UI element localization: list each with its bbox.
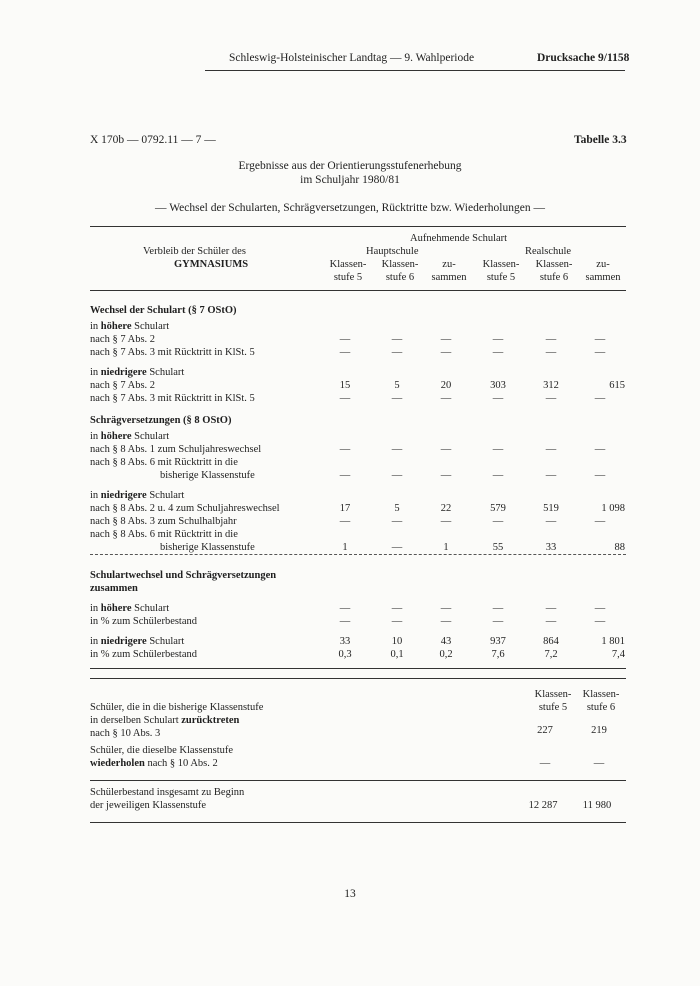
col-header-hs-ks5-text: Klassen- stufe 5 xyxy=(329,259,367,283)
table-cell: — xyxy=(594,334,606,345)
table-cell: — xyxy=(339,516,351,527)
table-cell: 303 xyxy=(490,380,506,391)
row-label-bold: niedrigere xyxy=(100,367,147,378)
bottom-col-ks5-text: Klassen- stufe 5 xyxy=(534,689,572,713)
row-label: nach § 7 Abs. 2 xyxy=(90,380,156,391)
header-title: Schleswig-Holsteinischer Landtag — 9. Wahlperiode xyxy=(229,52,475,64)
table-bottom-rule xyxy=(90,822,626,823)
table-cell: — xyxy=(339,616,351,627)
table-cell: — xyxy=(492,470,504,481)
table-cell: 615 xyxy=(609,380,625,391)
col-header-hs-ks6-text: Klassen- stufe 6 xyxy=(381,259,419,283)
table-cell: 0,3 xyxy=(338,649,352,660)
left-header-line2: GYMNASIUMS xyxy=(174,259,249,270)
bottom-row2-ks5: — xyxy=(539,758,551,769)
table-cell: — xyxy=(339,334,351,345)
bottom-row1-line2a: in derselben Schulart xyxy=(90,715,182,726)
bottom-row1-ks6: 219 xyxy=(591,725,607,736)
bottom-row1-line2b: zurücktreten xyxy=(181,715,240,726)
bottom-row3-line1: Schülerbestand insgesamt zu Beginn xyxy=(90,787,245,798)
table-cell: — xyxy=(391,516,403,527)
row-label-text: in xyxy=(90,603,101,614)
table-cell: — xyxy=(594,393,606,404)
bottom-row2-line2b: nach § 10 Abs. 2 xyxy=(144,758,218,769)
section-divider xyxy=(90,554,626,555)
row-label-text: Schulart xyxy=(146,490,185,501)
table-cell: — xyxy=(492,616,504,627)
table-cell: — xyxy=(492,444,504,455)
col-header-hs-ks5 xyxy=(320,258,376,284)
table-cell: — xyxy=(545,470,557,481)
table-cell: — xyxy=(339,470,351,481)
table-cell: — xyxy=(594,347,606,358)
table-cell: — xyxy=(391,393,403,404)
table-cell: 1 801 xyxy=(601,636,625,647)
row-label xyxy=(90,602,169,615)
row-label: bisherige Klassenstufe xyxy=(160,542,255,553)
drucksache-number: Drucksache 9/1158 xyxy=(537,52,630,64)
table-cell: — xyxy=(440,334,452,345)
table-cell: 7,4 xyxy=(611,649,625,660)
table-cell: — xyxy=(545,516,557,527)
table-cell: — xyxy=(440,444,452,455)
section-schraeg: Schrägversetzungen (§ 8 OStO) xyxy=(90,415,232,426)
table-mid-rule xyxy=(90,668,626,669)
bottom-col-ks6-text: Klassen- stufe 6 xyxy=(582,689,620,713)
bottom-row3-line2: der jeweiligen Klassenstufe xyxy=(90,800,207,811)
section-zusammen-line1: Schulartwechsel und Schrägversetzungen xyxy=(90,570,277,581)
bottom-row2-ks6: — xyxy=(593,758,605,769)
table-cell: — xyxy=(339,444,351,455)
table-cell: 17 xyxy=(339,503,351,514)
col-header-hs-ks6 xyxy=(372,258,428,284)
row-label: nach § 7 Abs. 3 mit Rücktritt in KlSt. 5 xyxy=(90,393,255,404)
table-cell: 88 xyxy=(614,542,625,553)
row-label-bold: niedrigere xyxy=(100,490,147,501)
table-cell: — xyxy=(391,444,403,455)
table-cell: 5 xyxy=(394,380,400,391)
table-cell: 519 xyxy=(543,503,559,514)
col-header-rs-zus xyxy=(575,258,631,284)
table-cell: 0,2 xyxy=(439,649,453,660)
realschule-header: Realschule xyxy=(525,246,572,257)
row-label-text: Schulart xyxy=(131,321,170,332)
table-cell: — xyxy=(440,516,452,527)
table-cell: — xyxy=(492,334,504,345)
table-cell: — xyxy=(492,603,504,614)
row-label xyxy=(90,320,169,333)
row-label: nach § 8 Abs. 3 zum Schulhalbjahr xyxy=(90,516,237,527)
table-mid-rule-2 xyxy=(90,678,626,679)
row-label: nach § 7 Abs. 2 xyxy=(90,334,156,345)
bottom-rule xyxy=(90,780,626,781)
col-header-rs-zus-text: zu- sammen xyxy=(585,259,621,283)
row-label xyxy=(90,430,169,443)
hauptschule-header: Hauptschule xyxy=(366,246,419,257)
table-cell: — xyxy=(391,347,403,358)
row-label-text: in xyxy=(90,636,101,647)
bottom-row3-ks5: 12 287 xyxy=(528,800,558,811)
row-label-bold: höhere xyxy=(100,603,132,614)
row-label-text: Schulart xyxy=(146,367,185,378)
row-label-text: in xyxy=(90,367,101,378)
row-label-text: in xyxy=(90,321,101,332)
left-header-line1: Verbleib der Schüler des xyxy=(143,246,246,257)
table-cell: — xyxy=(440,393,452,404)
table-title-line2: im Schuljahr 1980/81 xyxy=(300,174,400,186)
row-label-text: Schulart xyxy=(131,603,170,614)
table-cell: — xyxy=(545,603,557,614)
table-cell: — xyxy=(594,444,606,455)
row-label: nach § 8 Abs. 1 zum Schuljahreswechsel xyxy=(90,444,262,455)
row-label-bold: höhere xyxy=(100,321,132,332)
col-header-hs-zus-text: zu- sammen xyxy=(431,259,467,283)
table-number: Tabelle 3.3 xyxy=(574,134,627,146)
row-label-text: Schulart xyxy=(131,431,170,442)
table-cell: 937 xyxy=(490,636,506,647)
table-cell: — xyxy=(339,393,351,404)
row-label xyxy=(90,635,184,648)
table-cell: 22 xyxy=(440,503,452,514)
row-label: bisherige Klassenstufe xyxy=(160,470,255,481)
table-cell: 864 xyxy=(543,636,559,647)
row-label: nach § 7 Abs. 3 mit Rücktritt in KlSt. 5 xyxy=(90,347,255,358)
table-cell: — xyxy=(391,616,403,627)
row-label-bold: höhere xyxy=(100,431,132,442)
bottom-row2-line1: Schüler, die dieselbe Klassenstufe xyxy=(90,745,234,756)
table-cell: — xyxy=(594,470,606,481)
row-label xyxy=(90,366,184,379)
row-label: nach § 8 Abs. 6 mit Rücktritt in die xyxy=(90,457,238,468)
table-top-rule xyxy=(90,226,626,227)
table-cell: — xyxy=(492,393,504,404)
table-cell: 33 xyxy=(545,542,557,553)
table-cell: 5 xyxy=(394,503,400,514)
table-head-rule xyxy=(90,290,626,291)
row-label-text: in xyxy=(90,490,101,501)
table-cell: — xyxy=(545,334,557,345)
col-header-rs-ks5-text: Klassen- stufe 5 xyxy=(482,259,520,283)
table-cell: — xyxy=(440,470,452,481)
row-label xyxy=(90,489,184,502)
table-cell: 1 098 xyxy=(601,503,625,514)
table-cell: 7,6 xyxy=(491,649,505,660)
table-cell: — xyxy=(545,444,557,455)
section-wechsel: Wechsel der Schulart (§ 7 OStO) xyxy=(90,305,237,316)
bottom-row1-ks5: 227 xyxy=(537,725,553,736)
table-subtitle: — Wechsel der Schularten, Schrägversetzungen, Rücktritte bzw. Wiederholungen — xyxy=(155,202,545,214)
table-cell: — xyxy=(440,603,452,614)
reference-code: X 170b — 0792.11 — 7 — xyxy=(90,134,216,146)
table-cell: 7,2 xyxy=(544,649,558,660)
table-cell: — xyxy=(492,347,504,358)
row-label-bold: niedrigere xyxy=(100,636,147,647)
col-header-hs-zus xyxy=(421,258,477,284)
col-header-rs-ks6-text: Klassen- stufe 6 xyxy=(535,259,573,283)
table-cell: — xyxy=(391,334,403,345)
bottom-row1-line1: Schüler, die in die bisherige Klassenstufe xyxy=(90,702,264,713)
row-label: nach § 8 Abs. 2 u. 4 zum Schuljahreswechsel xyxy=(90,503,280,514)
aufnehmende-header: Aufnehmende Schulart xyxy=(410,233,508,244)
table-cell: — xyxy=(594,616,606,627)
row-label-text: Schulart xyxy=(146,636,185,647)
header-rule xyxy=(205,70,625,71)
col-header-rs-ks6 xyxy=(526,258,582,284)
row-label: nach § 8 Abs. 6 mit Rücktritt in die xyxy=(90,529,238,540)
table-cell: — xyxy=(440,347,452,358)
table-cell: — xyxy=(440,616,452,627)
table-cell: 0,1 xyxy=(390,649,404,660)
table-cell: — xyxy=(391,542,403,553)
page-number: 13 xyxy=(344,888,356,900)
table-cell: 15 xyxy=(339,380,351,391)
table-cell: 1 xyxy=(443,542,449,553)
table-title-line1: Ergebnisse aus der Orientierungsstufenerhebung xyxy=(238,160,462,172)
table-cell: — xyxy=(391,603,403,614)
row-label-text: in xyxy=(90,431,101,442)
bottom-row1-line2 xyxy=(90,714,239,727)
table-cell: — xyxy=(594,516,606,527)
row-label: in % zum Schülerbestand xyxy=(90,616,198,627)
table-cell: — xyxy=(594,603,606,614)
table-cell: 43 xyxy=(440,636,452,647)
bottom-row2-line2 xyxy=(90,757,218,770)
bottom-col-ks6 xyxy=(573,688,629,714)
bottom-row1-line3: nach § 10 Abs. 3 xyxy=(90,728,161,739)
table-cell: 20 xyxy=(440,380,452,391)
table-cell: — xyxy=(339,603,351,614)
table-cell: — xyxy=(391,470,403,481)
table-cell: 579 xyxy=(490,503,506,514)
bottom-row3-ks6: 11 980 xyxy=(582,800,612,811)
table-cell: 1 xyxy=(342,542,348,553)
table-cell: — xyxy=(545,616,557,627)
col-header-rs-ks5 xyxy=(473,258,529,284)
table-cell: 55 xyxy=(492,542,504,553)
table-cell: — xyxy=(339,347,351,358)
table-cell: 33 xyxy=(339,636,351,647)
table-cell: — xyxy=(545,393,557,404)
bottom-row2-line2a: wiederholen xyxy=(90,758,145,769)
table-cell: — xyxy=(545,347,557,358)
row-label: in % zum Schülerbestand xyxy=(90,649,198,660)
table-cell: 312 xyxy=(543,380,559,391)
section-zusammen-line2: zusammen xyxy=(90,583,138,594)
table-cell: 10 xyxy=(391,636,403,647)
table-cell: — xyxy=(492,516,504,527)
